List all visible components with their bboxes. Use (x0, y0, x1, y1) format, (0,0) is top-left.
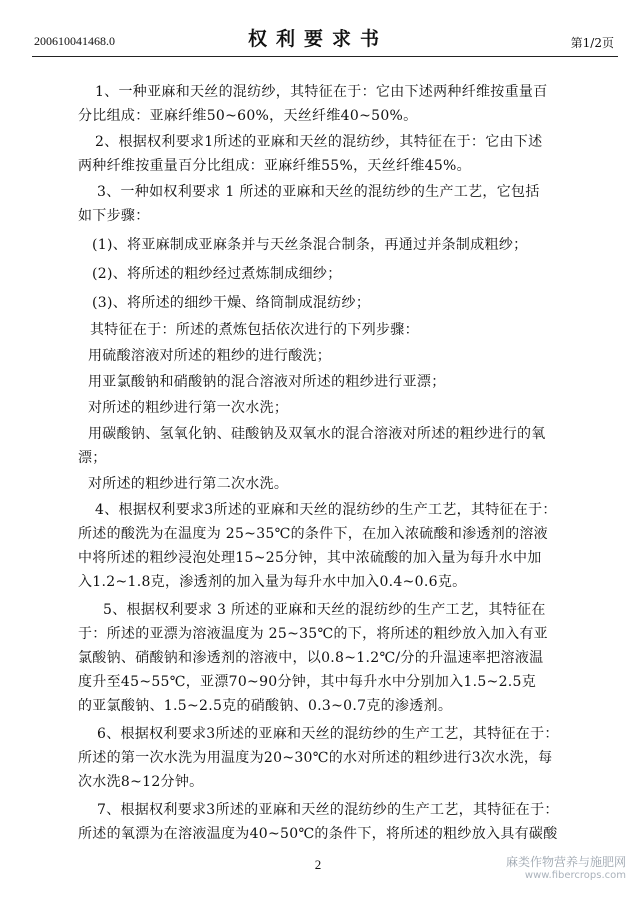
claim-text-line: 所述的第一次水洗为用温度为20~30℃的水对所述的粗纱进行3次水洗，每 (78, 750, 553, 766)
claim-text-line: 其特征在于：所述的煮炼包括依次进行的下列步骤： (90, 322, 419, 338)
watermark (506, 855, 626, 883)
claim-text-line: (3)、将所述的细纱干燥、络筒制成混纺纱； (92, 295, 371, 311)
claim-text-line: 次水洗8~12分钟。 (78, 774, 204, 790)
watermark-url: www.fibercrops.com (524, 870, 626, 881)
application-number: 200610041468.0 (34, 34, 115, 48)
claim-text-line: 的亚氯酸钠、1.5~2.5克的硝酸钠、0.3~0.7克的渗透剂。 (78, 698, 453, 714)
claim-text-line: 如下步骤： (78, 208, 150, 224)
claim-text-line: (1)、将亚麻制成亚麻条并与天丝条混合制条，再通过并条制成粗纱； (92, 237, 528, 253)
page-title: 权利要求书 (247, 28, 388, 50)
claim-text-line: 用硫酸溶液对所述的粗纱的进行酸洗； (88, 348, 332, 364)
claim-text-line: 对所述的粗纱进行第一次水洗； (88, 400, 289, 416)
page-number: 2 (314, 857, 322, 872)
claim-text-line: 1、一种亚麻和天丝的混纺纱，其特征在于：它由下述两种纤维按重量百 (95, 84, 548, 100)
claim-text-line: 4、根据权利要求3所述的亚麻和天丝的混纺纱的生产工艺，其特征在于： (95, 502, 557, 518)
claim-text-line: 对所述的粗纱进行第二次水洗。 (88, 476, 289, 492)
claim-text-line: 所述的氧漂为在溶液温度为40~50℃的条件下，将所述的粗纱放入具有碳酸 (78, 826, 558, 842)
claim-text-line: 中将所述的粗纱浸泡处理15~25分钟，其中浓硫酸的加入量为每升水中加 (78, 550, 542, 566)
claim-text-line: 7、根据权利要求3所述的亚麻和天丝的混纺纱的生产工艺，其特征在于： (97, 802, 559, 818)
claim-text-line: 于：所述的亚漂为溶液温度为 25~35℃的下，将所述的粗纱放入加入有亚 (78, 626, 548, 642)
document-header (0, 22, 636, 52)
claim-text-line: 3、一种如权利要求 1 所述的亚麻和天丝的混纺纱的生产工艺，它包括 (97, 184, 540, 200)
claim-text-line: 6、根据权利要求3所述的亚麻和天丝的混纺纱的生产工艺，其特征在于： (97, 726, 559, 742)
claim-text-line: 漂； (78, 450, 107, 466)
claim-text-line: 用碳酸钠、氢氧化钠、硅酸钠及双氧水的混合溶液对所述的粗纱进行的氧 (88, 426, 546, 442)
claim-text-line: 所述的酸洗为在温度为 25~35℃的条件下，在加入浓硫酸和渗透剂的溶液 (78, 526, 548, 542)
claim-text-line: 两种纤维按重量百分比组成：亚麻纤维55%，天丝纤维45%。 (78, 158, 471, 174)
claim-text-line: 度升至45~55℃，亚漂70~90分钟，其中每升水中分别加入1.5~2.5克 (78, 674, 537, 690)
header-divider (32, 56, 618, 57)
watermark-site-name: 麻类作物营养与施肥网 (505, 855, 626, 869)
claim-text-line: 2、根据权利要求1所述的亚麻和天丝的混纺纱，其特征在于：它由下述 (95, 134, 543, 150)
claim-text-line: 入1.2~1.8克，渗透剂的加入量为每升水中加入0.4~0.6克。 (78, 574, 467, 590)
claim-text-line: 氯酸钠、硝酸钠和渗透剂的溶液中，以0.8~1.2℃/分的升温速率把溶液温 (78, 650, 544, 666)
claim-text-line: 5、根据权利要求 3 所述的亚麻和天丝的混纺纱的生产工艺，其特征在 (103, 602, 546, 618)
page-indicator: 第1/2页 (570, 36, 614, 50)
claim-text-line: 用亚氯酸钠和硝酸钠的混合溶液对所述的粗纱进行亚漂； (88, 374, 446, 390)
claim-text-line: (2)、将所述的粗纱经过煮炼制成细纱； (92, 266, 342, 282)
claim-text-line: 分比组成：亚麻纤维50~60%，天丝纤维40~50%。 (78, 108, 418, 124)
